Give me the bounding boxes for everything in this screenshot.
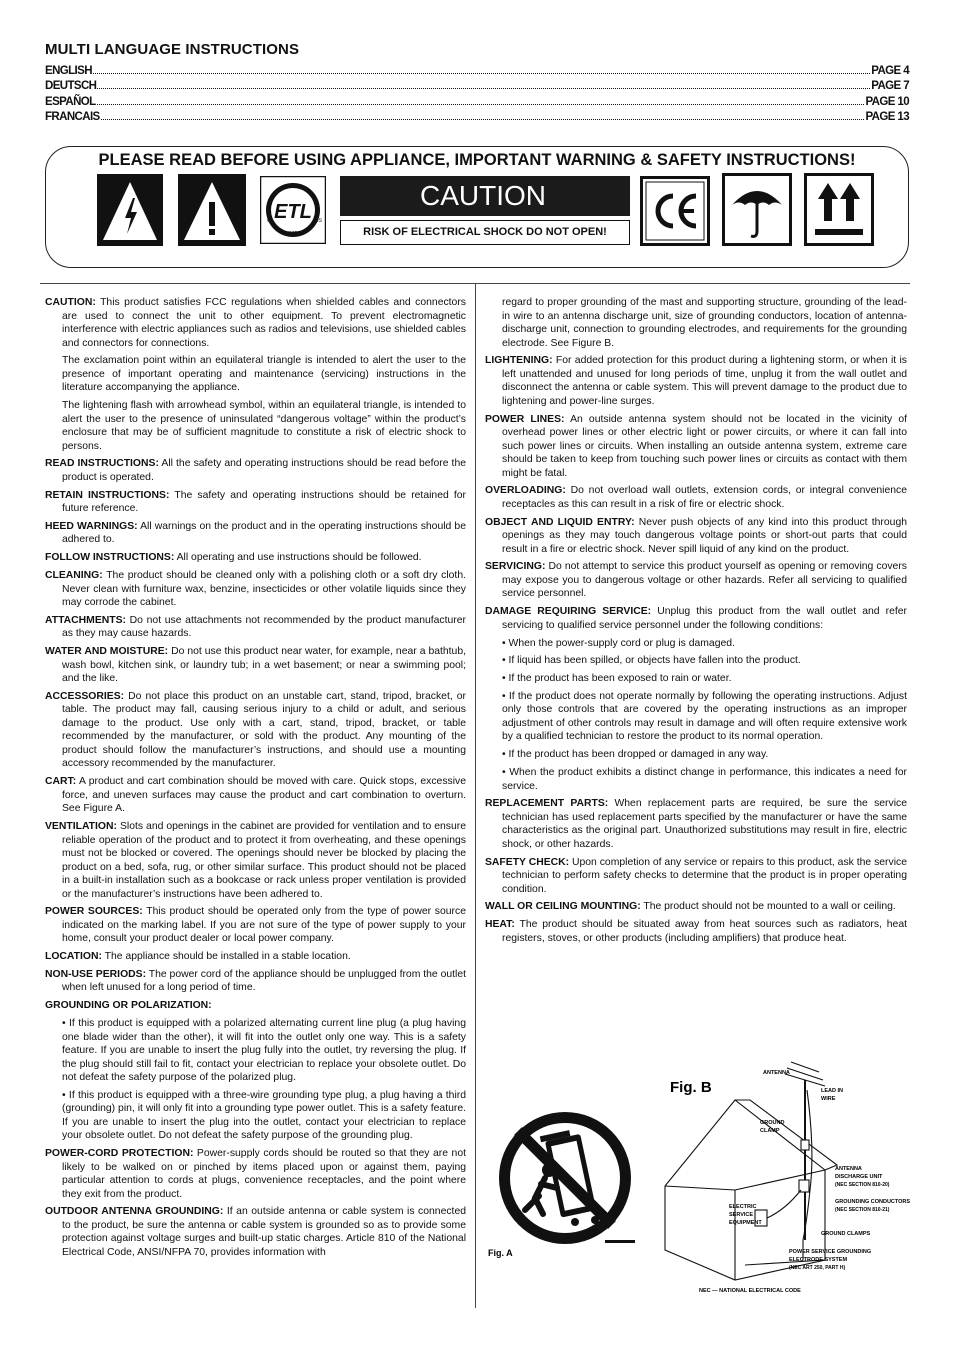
instruction-text: The lightening flash with arrowhead symbol, within an equilateral triangle, is intended to alert the user to the presence of uninsulated “dangerous voltage” within the product’s enclosure that may be of sufficient magnitude to constitute a risk of electric shock to persons. bbox=[62, 400, 466, 452]
instruction-paragraph bbox=[45, 1205, 466, 1259]
instruction-text: • When the power-supply cord or plug is damaged. bbox=[502, 637, 735, 649]
toc-language: ENGLISH bbox=[45, 65, 92, 77]
instruction-heading: LOCATION: bbox=[45, 951, 102, 963]
instruction-text: Never push objects of any kind into this product through openings as they may touch dangerous voltage points or short-out parts that could result in a fire or electric shock. Never spill liquid of any kind on the product. bbox=[502, 516, 907, 555]
instruction-text: A product and cart combination should be moved with care. Quick stops, excessive force, and uneven surfaces may cause the product and cart combination to overturn. See Figure A. bbox=[62, 776, 466, 815]
instruction-text: Power-supply cords should be routed so that they are not likely to be walked on or pinched by items placed upon or against them, paying particular attention to cords at plugs, convenience receptacles, and the point where they exit from the product. bbox=[62, 1148, 466, 1200]
instruction-text: Upon completion of any service or repairs to this product, ask the service technician to perform safety checks to determine that the product is in proper operating condition. bbox=[502, 856, 907, 895]
instruction-paragraph bbox=[45, 520, 466, 547]
instruction-text: • If the product has been exposed to rain or water. bbox=[502, 673, 732, 685]
instruction-paragraph bbox=[45, 950, 466, 964]
antenna-label: ANTENNA bbox=[763, 1070, 790, 1076]
instruction-paragraph bbox=[45, 489, 466, 516]
instruction-text: This product should be operated only from the type of power source indicated on the marking label. If you are not sure of the type of power supply to your home, consult your product dealer or local power company. bbox=[62, 906, 466, 945]
instruction-paragraph bbox=[485, 560, 907, 601]
instruction-heading: VENTILATION: bbox=[45, 821, 117, 833]
fig-b-label: Fig. B bbox=[670, 1079, 712, 1096]
instruction-paragraph bbox=[485, 637, 907, 651]
instruction-paragraph bbox=[45, 645, 466, 686]
instructions-left-column bbox=[45, 296, 466, 1264]
instruction-text: All warnings on the product and in the operating instructions should be adhered to. bbox=[62, 520, 466, 546]
instruction-paragraph bbox=[45, 1089, 466, 1143]
toc-language: FRANCAIS bbox=[45, 111, 100, 123]
lead-in-label-1: LEAD IN bbox=[821, 1088, 843, 1094]
instruction-text: For added protection for this product during a lightening storm, or when it is left unattended and unused for long periods of time, unplug it from the wall outlet and disconnect the antenna or cable system. This will prevent damage to the product due to lightening and power-line surges. bbox=[502, 355, 907, 407]
instruction-paragraph bbox=[45, 820, 466, 901]
instruction-paragraph bbox=[45, 457, 466, 484]
instruction-paragraph bbox=[45, 551, 466, 565]
instruction-text: regard to proper grounding of the mast and supporting structure, grounding of the lead-in wire to an antenna discharge unit, size of grounding conductors, location of antenna-discharge unit, connection to grounding electrodes, and requirements for the grounding electrode. See Figure B. bbox=[502, 297, 907, 349]
instruction-paragraph bbox=[45, 569, 466, 610]
ground-clamp-label-1: GROUND bbox=[760, 1120, 785, 1126]
instruction-text: • If this product is equipped with a polarized alternating current line plug (a plug having one blade wider than the other), it will fit into the outlet only one way. This is a safety feature. If you are unable to insert the plug fully into the outlet, try reversing the plug. If the plug should still fail to fit, contact your electrician to replace your obsolete outlet. Do not defeat the safety purpose of the polarized plug. bbox=[62, 1018, 466, 1084]
umbrella-keep-dry-icon bbox=[722, 173, 792, 246]
power-label-2: ELECTRODE SYSTEM bbox=[789, 1257, 848, 1263]
instruction-heading: WALL OR CEILING MOUNTING: bbox=[485, 901, 641, 913]
electric-label-3: EQUIPMENT bbox=[729, 1220, 762, 1226]
instruction-heading: ACCESSORIES: bbox=[45, 690, 125, 702]
electric-label-2: SERVICE bbox=[729, 1212, 754, 1218]
toc-entry-english bbox=[45, 62, 909, 77]
instruction-paragraph bbox=[485, 690, 907, 744]
page-title: MULTI LANGUAGE INSTRUCTIONS bbox=[45, 41, 300, 58]
instruction-text: The product should be cleaned only with a polishing cloth or a soft dry cloth. Never clean with furniture wax, benzine, insecticides or other volatile liquids since they may corrode the cabinet. bbox=[62, 570, 466, 609]
instruction-text: Do not use this product near water, for example, near a bathtub, wash bowl, kitchen sink, or laundry tub; in a wet basement; or near a swimming pool; and the like. bbox=[62, 646, 466, 685]
instruction-heading: REPLACEMENT PARTS: bbox=[485, 798, 609, 810]
instruction-heading: NON-USE PERIODS: bbox=[45, 968, 147, 980]
instruction-heading: FOLLOW INSTRUCTIONS: bbox=[45, 552, 175, 564]
instruction-paragraph bbox=[45, 1017, 466, 1085]
instruction-heading: OVERLOADING: bbox=[485, 485, 566, 497]
instruction-paragraph bbox=[45, 999, 466, 1013]
instruction-text: • If this product is equipped with a three-wire grounding type plug, a plug having a third (grounding) pin, it will only fit into a grounding type power outlet. This is a safety feature. If you are unable to insert the plug into the outlet, contact your electrician to replace your obsolete outlet. Do not defeat the safety purpose of the grounding plug. bbox=[62, 1089, 466, 1142]
instruction-heading: OUTDOOR ANTENNA GROUNDING: bbox=[45, 1206, 224, 1218]
caution-banner: CAUTION bbox=[340, 176, 630, 216]
instruction-text: Slots and openings in the cabinet are provided for ventilation and to ensure reliable operation of the product and to protect it from overheating, and these openings must not be blocked or covered. The openings should never be blocked by placing the product on a bed, sofa, rug, or other similar surface. This product should not be placed in a built-in installation such as a bookcase or rack unless proper ventilation is provided or the manufacturer’s instructions have been adhered to. bbox=[62, 821, 466, 900]
discharge-label-2: DISCHARGE UNIT bbox=[835, 1174, 883, 1180]
toc-language: DEUTSCH bbox=[45, 80, 97, 92]
instruction-text: Do not overload wall outlets, extension cords, or integral convenience receptacles as this can result in a risk of fire or electric shock. bbox=[502, 485, 907, 510]
instruction-text: All operating and use instructions should be followed. bbox=[174, 552, 422, 564]
etl-listed-icon bbox=[260, 176, 326, 244]
instruction-paragraph bbox=[485, 605, 907, 632]
toc-page: PAGE 7 bbox=[871, 80, 909, 92]
instruction-heading: CART: bbox=[45, 776, 77, 788]
instruction-heading: SAFETY CHECK: bbox=[485, 856, 570, 868]
discharge-label-1: ANTENNA bbox=[835, 1166, 862, 1172]
instruction-paragraph bbox=[485, 516, 907, 557]
instruction-text: The product should be situated away from heat sources such as radiators, heat registers, stoves, or other products (including amplifiers) that produce heat. bbox=[502, 919, 907, 944]
instruction-heading: RETAIN INSTRUCTIONS: bbox=[45, 489, 170, 501]
instruction-heading: POWER SOURCES: bbox=[45, 906, 143, 918]
ground-clamp-label-2: CLAMP bbox=[760, 1128, 780, 1134]
etl-listed: LISTED bbox=[285, 230, 301, 235]
instruction-paragraph bbox=[485, 484, 907, 511]
instruction-text: Do not use attachments not recommended by the product manufacturer as they may cause hazards. bbox=[62, 614, 466, 640]
instruction-text: The exclamation point within an equilateral triangle is intended to alert the user to the presence of important operating and maintenance (servicing) instructions in the literature accompanying the appliance. bbox=[62, 355, 466, 394]
instruction-heading: DAMAGE REQUIRING SERVICE: bbox=[485, 606, 652, 618]
instruction-paragraph bbox=[45, 614, 466, 641]
electric-label-1: ELECTRIC bbox=[729, 1204, 757, 1210]
instruction-paragraph bbox=[485, 900, 907, 914]
conductors-label-1: GROUNDING CONDUCTORS bbox=[835, 1199, 911, 1205]
instruction-paragraph bbox=[45, 775, 466, 816]
instruction-paragraph bbox=[45, 296, 466, 350]
etl-us: US bbox=[315, 218, 322, 224]
instruction-heading: POWER-CORD PROTECTION: bbox=[45, 1148, 194, 1160]
instruction-paragraph bbox=[45, 690, 466, 771]
this-side-up-icon bbox=[804, 173, 874, 246]
instruction-heading: LIGHTENING: bbox=[485, 355, 553, 367]
toc-page: PAGE 10 bbox=[865, 96, 909, 108]
toc-entry-espanol bbox=[45, 93, 909, 108]
instruction-heading: WATER AND MOISTURE: bbox=[45, 646, 169, 658]
power-label-3: (NEC ART 250, PART H) bbox=[789, 1265, 846, 1271]
instruction-paragraph bbox=[485, 354, 907, 408]
instruction-text: The power cord of the appliance should be unplugged from the outlet when left unused for a long period of time. bbox=[62, 968, 467, 994]
instruction-text: Do not attempt to service this product yourself as opening or removing covers may expose you to dangerous voltage or other hazards. Refer all servicing to qualified service personnel. bbox=[502, 561, 907, 600]
instructions-right-column bbox=[485, 296, 907, 950]
etl-letters: ETL bbox=[274, 201, 312, 223]
toc-page: PAGE 13 bbox=[865, 111, 909, 123]
instruction-heading: CLEANING: bbox=[45, 570, 103, 582]
instruction-paragraph bbox=[45, 399, 466, 453]
ground-clamps-label: GROUND CLAMPS bbox=[821, 1231, 871, 1237]
lead-in-label-2: WIRE bbox=[821, 1096, 836, 1102]
instruction-paragraph bbox=[485, 413, 907, 481]
toc-language: ESPAÑOL bbox=[45, 96, 96, 108]
cart-tipover-warning-icon bbox=[499, 1112, 635, 1244]
discharge-label-3: (NEC SECTION 810-20) bbox=[835, 1182, 890, 1188]
instruction-text: • When the product exhibits a distinct change in performance, this indicates a need for service. bbox=[502, 767, 907, 792]
instruction-text: All the safety and operating instructions should be read before the product is operated. bbox=[62, 458, 467, 483]
instruction-paragraph bbox=[485, 856, 907, 897]
instruction-text: An outside antenna system should not be located in the vicinity of overhead power lines or other electric light or power circuits, or where it can fall into such power lines or circuits. When installing an outside antenna system, extreme care should be taken to keep from touching such power lines or circuits as contact with them might be fatal. bbox=[502, 413, 907, 479]
instruction-heading: CAUTION: bbox=[45, 297, 96, 308]
instruction-heading: OBJECT AND LIQUID ENTRY: bbox=[485, 516, 635, 528]
instruction-paragraph bbox=[485, 296, 907, 350]
risk-of-shock-label: RISK OF ELECTRICAL SHOCK DO NOT OPEN! bbox=[340, 220, 630, 245]
instruction-heading: SERVICING: bbox=[485, 561, 546, 573]
instruction-text: The safety and operating instructions should be retained for future reference. bbox=[62, 489, 466, 515]
figures-area bbox=[485, 1060, 915, 1310]
instruction-heading: HEAT: bbox=[485, 919, 515, 931]
instruction-text: The appliance should be installed in a stable location. bbox=[101, 951, 351, 963]
instruction-heading: HEED WARNINGS: bbox=[45, 520, 138, 532]
instruction-paragraph bbox=[485, 748, 907, 762]
instruction-text: • If liquid has been spilled, or objects have fallen into the product. bbox=[502, 655, 801, 667]
instruction-heading: POWER LINES: bbox=[485, 413, 565, 425]
instruction-heading: ATTACHMENTS: bbox=[45, 614, 126, 626]
instruction-paragraph bbox=[485, 766, 907, 793]
instruction-text: Unplug this product from the wall outlet and refer servicing to qualified service personnel under the following conditions: bbox=[502, 606, 907, 631]
lightning-warning-icon bbox=[97, 174, 163, 246]
etl-c: C bbox=[267, 218, 271, 224]
column-divider bbox=[475, 283, 476, 1308]
toc-page: PAGE 4 bbox=[871, 65, 909, 77]
instruction-text: When replacement parts are required, be sure the service technician has used replacement parts specified by the manufacturer or have the same characteristics as the original part. Unauthorized substitutions may result in fire, electric shock, or other hazards. bbox=[502, 798, 907, 850]
instruction-text: • If the product does not operate normally by following the operating instructions. Adjust only those controls that are covered by the operating instructions as an improper adjustment of other controls may result in damage and will often require extensive work by a qualified technician to restore the product to its normal operation. bbox=[502, 690, 907, 743]
instruction-paragraph bbox=[485, 654, 907, 668]
instruction-text: If an outside antenna or cable system is connected to the product, be sure the antenna or cable system is grounded so as to provide some protection against voltage surges and built-up static charges. Article 810 of the National Electrical Code, ANSI/NFPA 70, provides information with bbox=[62, 1206, 467, 1258]
instruction-paragraph bbox=[485, 672, 907, 686]
instruction-text: Do not place this product on an unstable cart, stand, tripod, bracket, or table. The product may fall, causing serious injury to a child or adult, and serious damage to the product. Use only with a cart, stand, tripod, bracket, or table recommended by the manufacturer, or sold with the product. Any mounting of the product should follow the manufacturer’s instructions, and should use a mounting accessory recommended by the manufacturer. bbox=[62, 690, 466, 770]
instruction-heading: GROUNDING OR POLARIZATION: bbox=[45, 1000, 212, 1012]
exclamation-warning-icon bbox=[178, 174, 246, 246]
toc-entry-francais bbox=[45, 108, 909, 123]
instruction-text: This product satisfies FCC regulations when shielded cables and connectors are used to connect the unit to other equipment. To prevent electromagnetic interference with electric appliances such as radios and televisions, use shielded cables and connectors for connections. bbox=[62, 297, 466, 349]
instruction-paragraph bbox=[45, 905, 466, 946]
instruction-paragraph bbox=[485, 918, 907, 945]
warning-title: PLEASE READ BEFORE USING APPLIANCE, IMPORTANT WARNING & SAFETY INSTRUCTIONS! bbox=[98, 151, 856, 169]
fig-a-label: Fig. A bbox=[488, 1248, 513, 1258]
instruction-text: • If the product has been dropped or damaged in any way. bbox=[502, 749, 769, 761]
power-label-1: POWER SERVICE GROUNDING bbox=[789, 1249, 872, 1255]
instruction-text: The product should not be mounted to a wall or ceiling. bbox=[640, 901, 896, 913]
ce-mark-icon bbox=[640, 176, 710, 246]
instruction-heading: READ INSTRUCTIONS: bbox=[45, 458, 159, 470]
instruction-paragraph bbox=[45, 968, 466, 995]
instruction-paragraph bbox=[45, 354, 466, 395]
instruction-paragraph bbox=[485, 797, 907, 851]
instruction-paragraph bbox=[45, 1147, 466, 1201]
toc-entry-deutsch bbox=[45, 77, 909, 92]
nec-footnote: NEC — NATIONAL ELECTRICAL CODE bbox=[699, 1288, 801, 1294]
conductors-label-2: (NEC SECTION 810-21) bbox=[835, 1207, 890, 1213]
